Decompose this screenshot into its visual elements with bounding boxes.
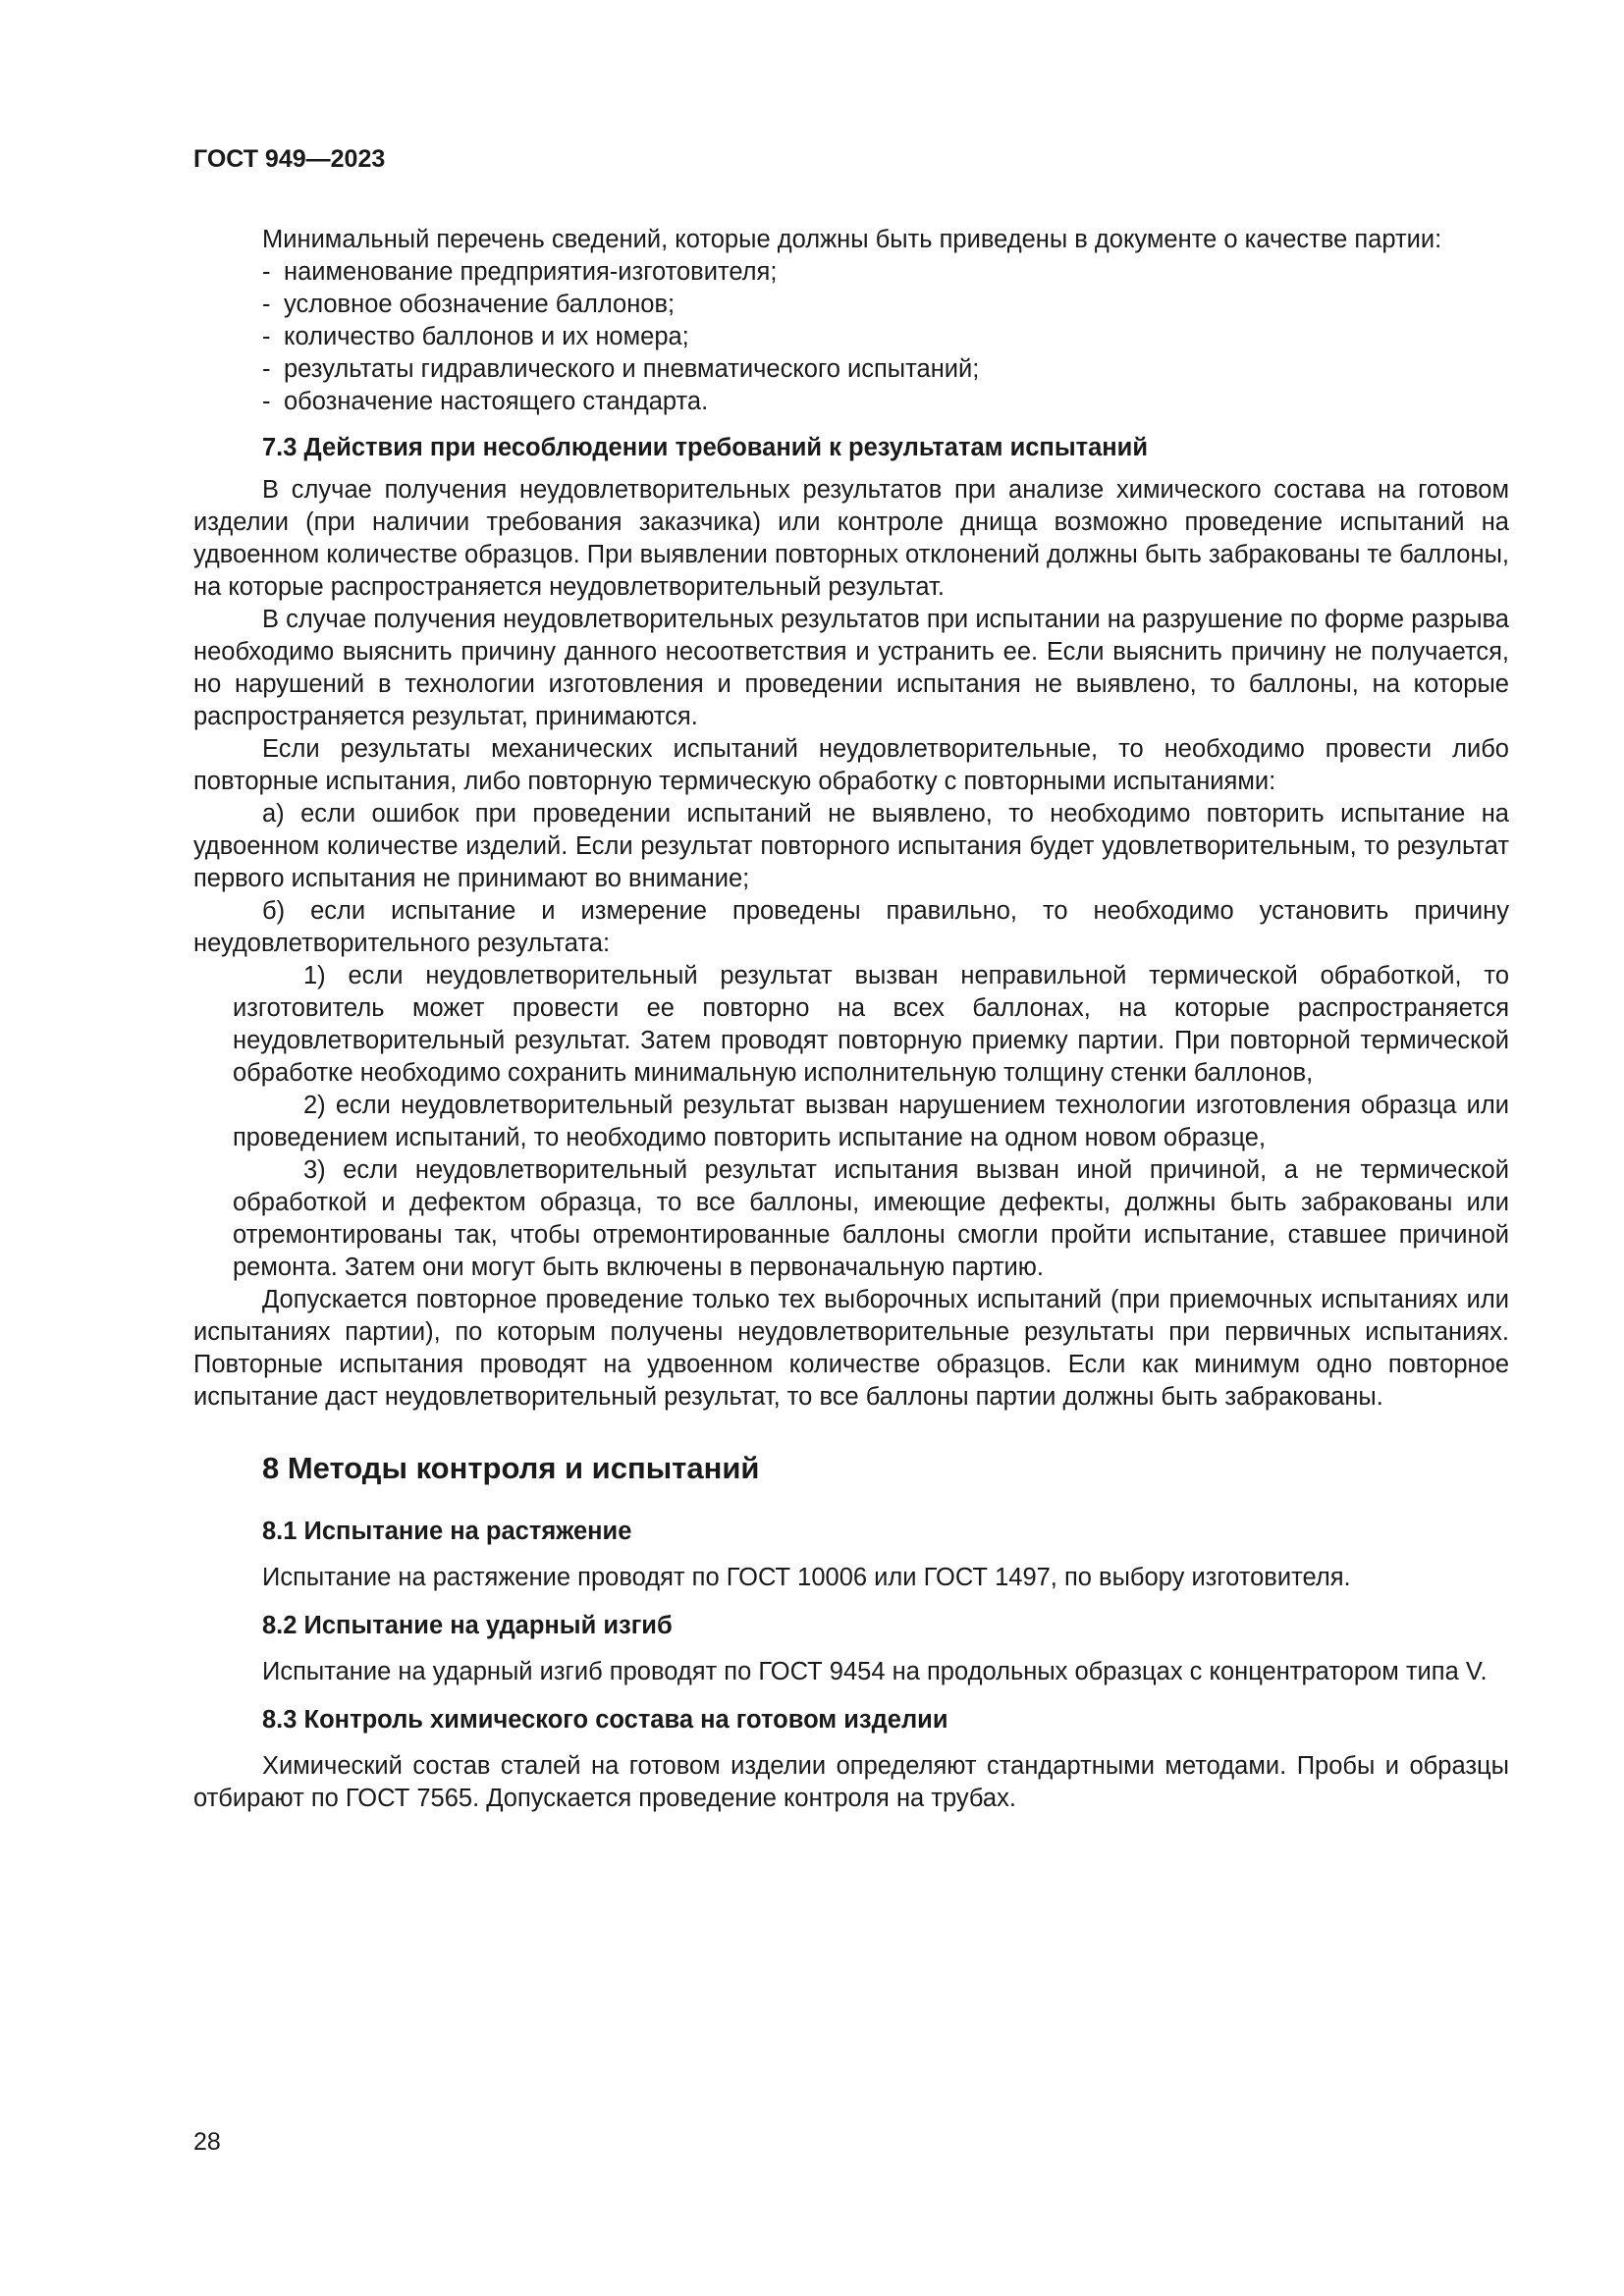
list-item: - результаты гидравлического и пневматического испытаний;	[262, 355, 980, 383]
paragraph: Химический состав сталей на готовом изделии определяют стандартными методами. Пробы и образцы отбирают по ГОСТ 7565. Допускается проведение контроля на трубах.	[193, 1752, 1509, 1812]
document-header: ГОСТ 949—2023	[193, 145, 386, 173]
numbered-item-1: 1) если неудовлетворительный результат вызван неправильной термической обработкой, то изготовитель может провести ее повторно на всех баллонах, на которые распространяется неудовлетворительный результат. Затем проводят повторную приемку партии. При повторной термической обработке необходимо сохранить минимальную исполнительную толщину стенки баллонов,	[233, 962, 1509, 1087]
section-8-1-heading: 8.1 Испытание на растяжение	[262, 1518, 632, 1545]
paragraph: В случае получения неудовлетворительных результатов при испытании на разрушение по форме разрыва необходимо выяснить причину данного несоответствия и устранить ее. Если выяснить причину не получается, но нарушений в технологии изготовления и проведении испытания не выявлено, то баллоны, на которые распространяется результат, принимаются.	[193, 606, 1509, 730]
paragraph: Если результаты механических испытаний неудовлетворительные, то необходимо провести либо повторные испытания, либо повторную термическую обработку с повторными испытаниями:	[193, 735, 1509, 795]
list-item: - условное обозначение баллонов;	[262, 291, 676, 318]
paragraph-a: а) если ошибок при проведении испытаний не выявлено, то необходимо повторить испытание на удвоенном количестве изделий. Если результат повторного испытания будет удовлетворительным, то результат первого испытания не принимают во внимание;	[193, 800, 1509, 892]
page-content	[193, 224, 1509, 1815]
list-item: - количество баллонов и их номера;	[262, 323, 689, 350]
section-8-3-heading: 8.3 Контроль химического состава на готовом изделии	[262, 1706, 948, 1734]
paragraph-b: б) если испытание и измерение проведены правильно, то необходимо установить причину неудовлетворительного результата:	[193, 897, 1509, 957]
numbered-item-3: 3) если неудовлетворительный результат испытания вызван иной причиной, а не термической обработкой и дефектом образца, то все баллоны, имеющие дефекты, должны быть забракованы или отремонтированы так, чтобы отремонтированные баллоны смогли пройти испытание, ставшее причиной ремонта. Затем они могут быть включены в первоначальную партию.	[233, 1156, 1509, 1281]
numbered-item-2: 2) если неудовлетворительный результат вызван нарушением технологии изготовления образца или проведением испытаний, то необходимо повторить испытание на одном новом образце,	[233, 1092, 1509, 1151]
paragraph: Испытание на растяжение проводят по ГОСТ 10006 или ГОСТ 1497, по выбору изготовителя.	[262, 1564, 1351, 1591]
page-number: 28	[193, 2128, 221, 2156]
paragraph: Допускается повторное проведение только тех выборочных испытаний (при приемочных испытаниях или испытаниях партии), по которым получены неудовлетворительные результаты при первичных испытаниях. Повторные испытания проводят на удвоенном количестве образцов. Если как минимум одно повторное испытание даст неудовлетворительный результат, то все баллоны партии должны быть забракованы.	[193, 1286, 1509, 1411]
paragraph: Испытание на ударный изгиб проводят по ГОСТ 9454 на продольных образцах с концентратором типа V.	[262, 1658, 1488, 1685]
paragraph: В случае получения неудовлетворительных результатов при анализе химического состава на готовом изделии (при наличии требования заказчика) или контроле днища возможно проведение испытаний на удвоенном количестве образцов. При выявлении повторных отклонений должны быть забракованы те баллоны, на которые распространяется неудовлетворительный результат.	[193, 476, 1509, 601]
info-list	[193, 256, 1509, 418]
section-8-2-heading: 8.2 Испытание на ударный изгиб	[262, 1612, 673, 1639]
list-item: - наименование предприятия-изготовителя;	[262, 258, 778, 286]
section-8-heading: 8 Методы контроля и испытаний	[262, 1451, 760, 1485]
section-7-3-heading: 7.3 Действия при несоблюдении требований к результатам испытаний	[262, 434, 1149, 461]
intro-paragraph: Минимальный перечень сведений, которые должны быть приведены в документе о качестве партии:	[262, 226, 1442, 253]
list-item: - обозначение настоящего стандарта.	[262, 388, 709, 415]
